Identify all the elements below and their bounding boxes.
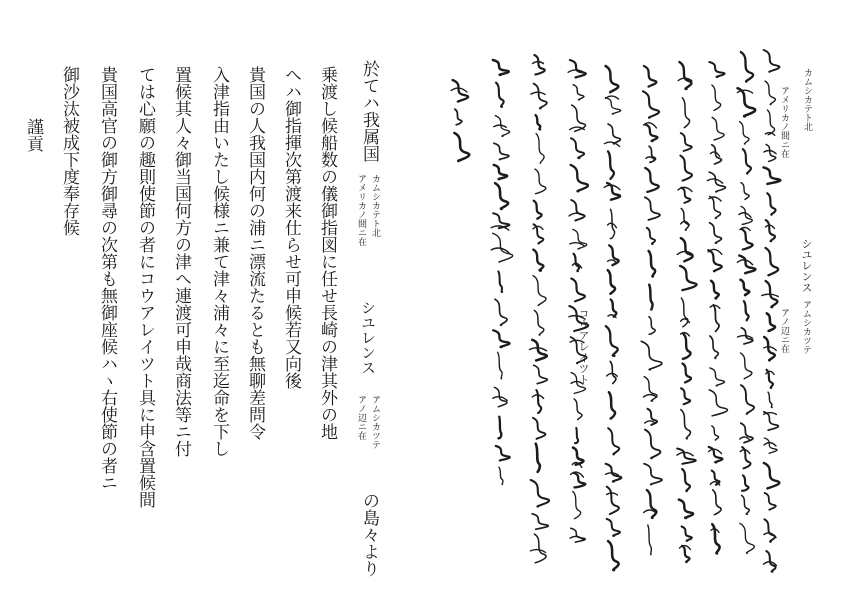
brush-stroke	[708, 250, 721, 271]
transcription-line-5: 入津指由いたし候様ニ兼て津々浦々に至迄命を下し	[209, 66, 229, 457]
brush-stroke	[607, 373, 618, 376]
brush-stroke	[609, 392, 615, 418]
brush-stroke	[713, 305, 719, 332]
brush-stroke	[491, 248, 509, 252]
brush-stroke	[606, 326, 618, 356]
brush-stroke	[740, 523, 755, 553]
brush-stroke	[764, 347, 776, 351]
brush-stroke	[681, 133, 692, 151]
brush-stroke	[712, 85, 721, 110]
brush-stroke	[764, 413, 777, 415]
transcription-line-8: 貴国高官の御方御尋の次第も無御座候ハヽ右使節の者ニ	[97, 66, 117, 491]
manuscript-note-4: アムシカツテ	[801, 300, 811, 354]
brush-stroke	[767, 193, 775, 215]
brush-stroke	[536, 444, 540, 472]
brush-stroke	[609, 245, 618, 265]
brush-stroke	[494, 143, 509, 159]
brush-stroke	[764, 463, 779, 488]
brush-stroke	[643, 395, 656, 397]
brush-stroke	[533, 276, 546, 306]
brush-stroke	[679, 62, 691, 89]
brush-stroke	[536, 134, 544, 164]
brush-stroke	[534, 55, 544, 75]
brush-stroke	[533, 250, 543, 271]
brush-stroke	[534, 201, 542, 219]
brush-stroke	[498, 417, 501, 439]
brush-stroke	[494, 165, 507, 179]
brush-stroke	[741, 52, 753, 82]
brush-stroke	[649, 285, 652, 310]
line-1-note-b: アメリカノ間ニ在	[356, 174, 366, 246]
brush-stroke	[645, 168, 659, 192]
brush-stroke	[713, 490, 721, 515]
brush-stroke	[740, 353, 751, 379]
line-1-start: 於てハ我属国	[359, 60, 379, 162]
brush-stroke	[768, 392, 772, 407]
brush-stroke	[766, 248, 779, 275]
brush-stroke	[765, 493, 776, 510]
brush-stroke	[743, 149, 751, 174]
brush-stroke	[532, 514, 548, 529]
transcription-line-1	[360, 60, 377, 162]
brush-stroke	[764, 519, 775, 541]
brush-stroke	[764, 50, 780, 72]
brush-stroke	[573, 491, 581, 518]
brush-stroke	[741, 385, 754, 414]
brush-stroke	[682, 526, 692, 540]
brush-stroke	[681, 188, 690, 203]
brush-stroke	[495, 299, 507, 325]
brush-stroke	[682, 98, 689, 128]
brush-stroke	[498, 352, 503, 379]
brush-stroke	[608, 428, 619, 454]
brush-stroke	[765, 81, 775, 104]
transcription-closing: 謹貢	[23, 118, 43, 152]
brush-stroke	[575, 428, 578, 443]
line-1-note-a: カムシカテト北	[370, 174, 380, 237]
brush-stroke	[574, 399, 582, 420]
brush-stroke	[499, 467, 503, 484]
brush-stroke	[710, 368, 724, 386]
line-1-note-d: アノ辺ニ在	[356, 395, 366, 440]
brush-stroke	[607, 519, 620, 536]
brush-stroke	[649, 317, 655, 335]
brush-stroke	[644, 66, 657, 87]
brush-stroke	[649, 146, 655, 162]
brush-stroke	[766, 220, 775, 241]
brush-stroke	[641, 341, 662, 369]
brush-stroke	[536, 390, 541, 413]
line-1-note-c: アムシカツテ	[370, 395, 380, 449]
brush-stroke	[496, 83, 504, 107]
brush-stroke	[764, 167, 781, 183]
line-1-end: の島々より	[359, 492, 379, 577]
brush-stroke	[683, 334, 691, 359]
brush-stroke	[644, 464, 662, 485]
brush-stroke	[569, 213, 585, 216]
brush-stroke	[710, 336, 719, 358]
brush-stroke	[682, 546, 689, 562]
brush-stroke	[680, 156, 692, 181]
brush-stroke	[498, 271, 502, 292]
brush-stroke	[493, 60, 509, 75]
manuscript-note-5: アノ辺ニ在	[779, 308, 789, 353]
brush-stroke	[530, 550, 545, 553]
brush-stroke	[709, 390, 727, 416]
transcription-line-4: 貴国の人我国内何の浦ニ漂流たるとも無聊差問令	[245, 66, 265, 440]
brush-stroke	[740, 122, 750, 144]
brush-stroke	[496, 446, 510, 461]
brush-stroke	[767, 110, 774, 135]
brush-stroke	[742, 475, 749, 490]
brush-stroke	[712, 117, 724, 140]
brush-stroke	[604, 142, 619, 146]
brush-stroke	[494, 125, 507, 127]
brush-stroke	[608, 260, 617, 263]
brush-stroke	[610, 361, 616, 383]
brush-stroke	[573, 254, 579, 272]
brush-stroke	[709, 172, 725, 192]
brush-stroke	[711, 281, 719, 299]
brush-stroke	[741, 423, 753, 443]
brush-stroke	[679, 500, 693, 518]
brush-stroke	[571, 138, 584, 158]
brush-stroke	[741, 206, 752, 224]
brush-stroke	[574, 473, 585, 487]
brush-stroke	[766, 371, 774, 374]
transcription-line-3: へハ御指揮次第渡来仕らせ可申候若又向後	[281, 66, 301, 389]
brush-stroke	[605, 98, 620, 114]
brush-stroke	[535, 169, 546, 194]
brush-stroke	[709, 62, 724, 77]
brush-stroke	[742, 495, 750, 514]
brush-stroke	[681, 238, 693, 261]
brush-stroke	[571, 279, 585, 302]
brush-stroke	[570, 60, 586, 78]
brush-stroke	[709, 197, 721, 201]
brush-stroke	[534, 534, 546, 563]
brush-stroke	[534, 84, 547, 109]
brush-stroke	[536, 115, 541, 129]
brush-stroke	[533, 418, 546, 439]
brush-stroke	[570, 536, 584, 540]
brush-stroke	[681, 388, 690, 404]
brush-stroke	[643, 91, 659, 117]
brush-stroke	[534, 365, 548, 383]
brush-stroke	[647, 409, 657, 425]
brush-stroke	[649, 251, 656, 277]
brush-stroke	[533, 226, 543, 229]
brush-stroke	[645, 421, 656, 423]
transcription-line-6: 置候其人々御当国何方の津へ連渡可申哉商法等ニ付	[171, 66, 191, 457]
brush-stroke	[531, 480, 549, 507]
manuscript-note-1: カムシカテト北	[802, 68, 812, 131]
brush-stroke	[737, 336, 752, 339]
line-1-mid: シユレンス	[359, 300, 377, 375]
brush-stroke	[493, 330, 509, 347]
brush-stroke	[648, 525, 652, 555]
brush-stroke	[495, 183, 508, 209]
brush-stroke	[644, 377, 657, 401]
brush-stroke	[682, 469, 690, 491]
brush-stroke	[607, 487, 619, 515]
transcription-line-2: 乗渡し候船数の儀御指図に任せ長崎の津其外の地	[317, 66, 337, 440]
transcription-line-7: ては心願の趣則使節の者にコウアレイツト具に申含置候間	[135, 66, 155, 508]
brush-stroke	[608, 124, 620, 144]
brush-stroke	[740, 280, 749, 295]
transcription-line-9: 御沙汰被成下度奉存候	[59, 66, 79, 236]
brush-stroke	[454, 133, 469, 161]
brush-stroke	[571, 165, 588, 191]
brush-stroke	[681, 298, 688, 327]
brush-stroke	[571, 200, 584, 221]
brush-stroke	[645, 430, 661, 459]
brush-stroke	[682, 364, 691, 383]
brush-stroke	[573, 85, 584, 100]
brush-stroke	[645, 197, 660, 220]
manuscript-note-3: シユレンス	[800, 238, 813, 293]
brush-stroke	[767, 313, 775, 330]
brush-stroke	[741, 229, 752, 249]
manuscript-note-2: アメリカノ間ニ在	[779, 86, 789, 158]
brush-stroke	[741, 183, 749, 200]
manuscript-note-6: コウアレイツト	[577, 308, 590, 385]
brush-stroke	[737, 90, 752, 93]
brush-stroke	[647, 228, 655, 244]
brush-stroke	[712, 426, 719, 440]
brush-stroke	[680, 266, 697, 290]
brush-stroke	[455, 109, 462, 125]
brush-stroke	[608, 270, 615, 294]
brush-stroke	[744, 301, 749, 320]
brush-stroke	[606, 66, 619, 92]
brush-stroke	[608, 541, 619, 570]
brush-stroke	[710, 223, 722, 243]
brush-stroke	[608, 151, 614, 179]
brush-stroke	[534, 310, 544, 335]
brush-stroke	[681, 410, 691, 439]
brush-stroke	[647, 490, 657, 518]
brush-stroke	[712, 145, 722, 164]
brush-stroke	[681, 208, 688, 230]
